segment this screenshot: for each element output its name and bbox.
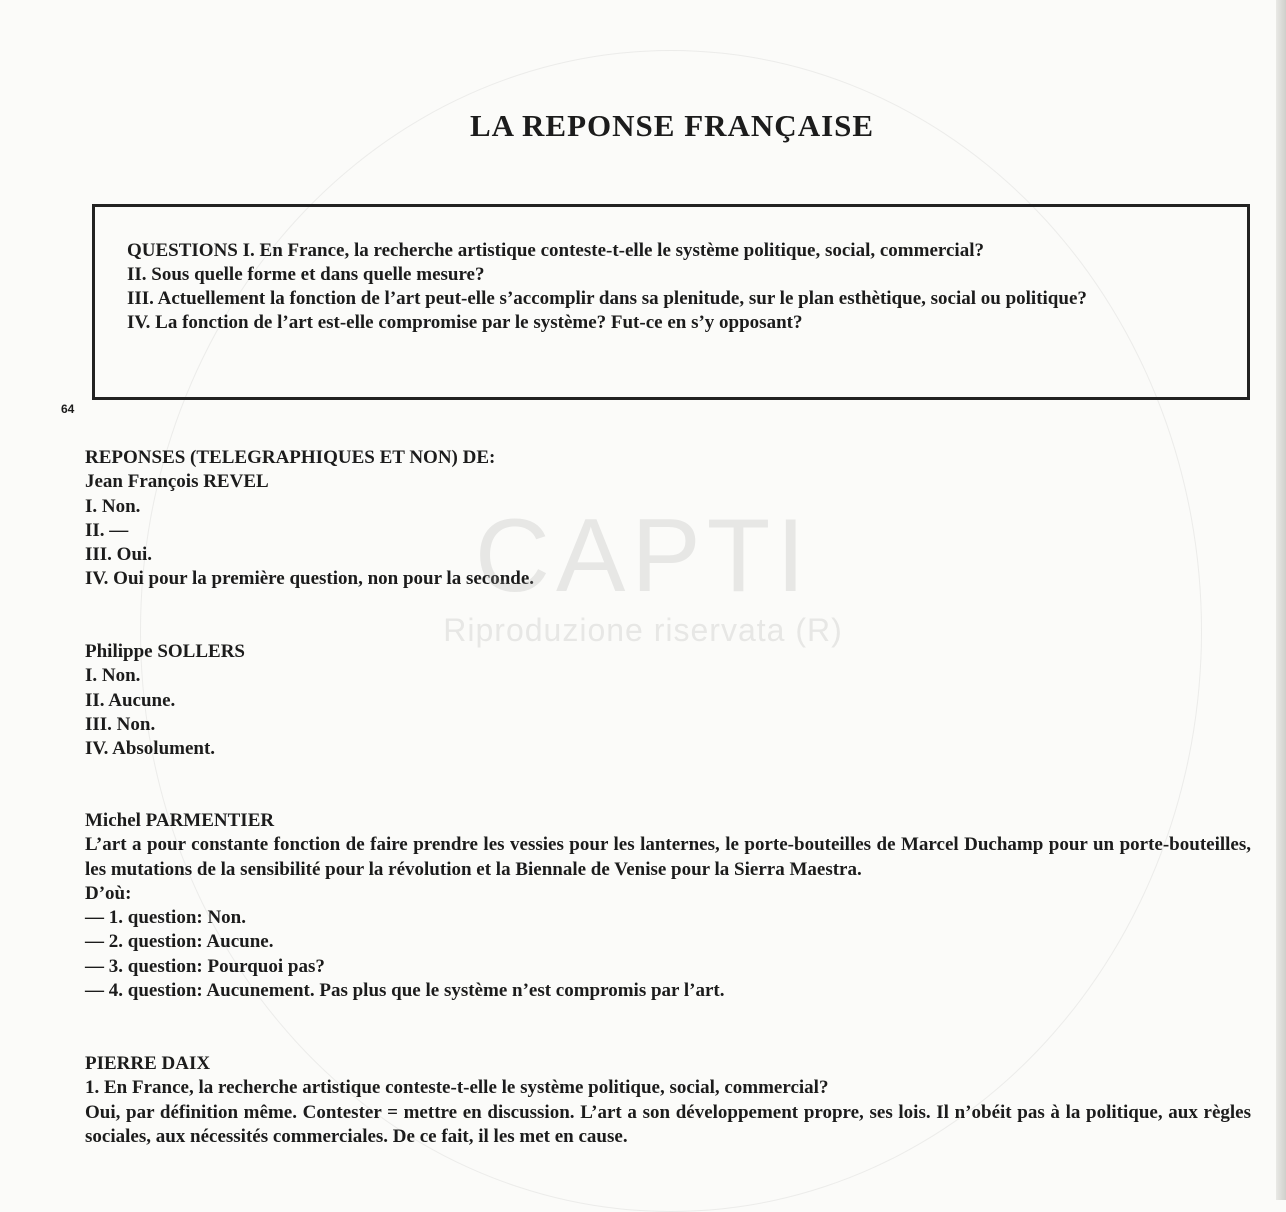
answer-line: D’où: [85,882,132,904]
watermark-caption: Riproduzione riservata (R) [443,612,843,648]
answer-line: — 2. question: Aucune. [85,931,274,953]
parmentier-section [85,809,1251,1003]
answer-question: 1. En France, la recherche artistique conteste-t-elle le système politique, social, commercial? [85,1077,829,1099]
answer-line: IV. Absolument. [85,738,216,760]
respondent-name: Jean François REVEL [85,471,269,493]
respondent-name: Philippe SOLLERS [85,641,245,662]
question-1: QUESTIONS I. En France, la recherche artistique conteste-t-elle le système politique, social, commercial? [127,240,984,261]
answer-line: — 1. question: Non. [85,907,246,929]
page-number: 64 [61,402,75,416]
answer-line: II. Aucune. [85,689,176,711]
watermark-logo: CAPTI [474,498,812,614]
page-edge [1276,0,1286,1200]
answer-line: I. Non. [85,495,141,517]
answer-line: — 4. question: Aucunement. Pas plus que le système n’est compromis par l’art. [85,980,725,1002]
respondent-name: Michel PARMENTIER [85,810,275,831]
sollers-section [85,640,1251,761]
answer-line: III. Non. [85,713,156,735]
answer-line: I. Non. [85,665,141,687]
answer-line: II. — [85,519,129,541]
question-4: IV. La fonction de l’art est-elle compromise par le système? Fut-ce en s’y opposant? [127,312,803,333]
answer-line: III. Oui. [85,544,153,566]
answer-line: IV. Oui pour la première question, non pour la seconde. [85,568,535,590]
daix-section [85,1052,1251,1149]
question-2: II. Sous quelle forme et dans quelle mesure? [127,264,485,285]
questions-text [127,239,1217,335]
answer-paragraph: L’art a pour constante fonction de faire prendre les vessies pour les lanternes, le porte-bouteilles de Marcel Duchamp pour un porte-bouteilles, les mutations de la sensibilité pour la révolution et la Biennale de Venise pour la Sierra Maestra. [85,834,1251,880]
respondent-name: PIERRE DAIX [85,1053,211,1074]
questions-box [92,204,1250,400]
reponses-heading: REPONSES (TELEGRAPHIQUES ET NON) DE: [85,447,496,468]
answer-line: — 3. question: Pourquoi pas? [85,955,325,977]
answer-paragraph: Oui, par définition même. Contester = mettre en discussion. L’art a son développement propre, ses lois. Il n’obéit pas à la politique, aux règles sociales, aux nécessités commerciales. De ce fait, il les met en cause. [85,1101,1251,1147]
revel-section [85,446,1251,592]
page-title: LA REPONSE FRANÇAISE [469,108,875,143]
question-3: III. Actuellement la fonction de l’art peut-elle s’accomplir dans sa plenitude, sur le plan esthètique, social ou politique? [127,288,1087,309]
